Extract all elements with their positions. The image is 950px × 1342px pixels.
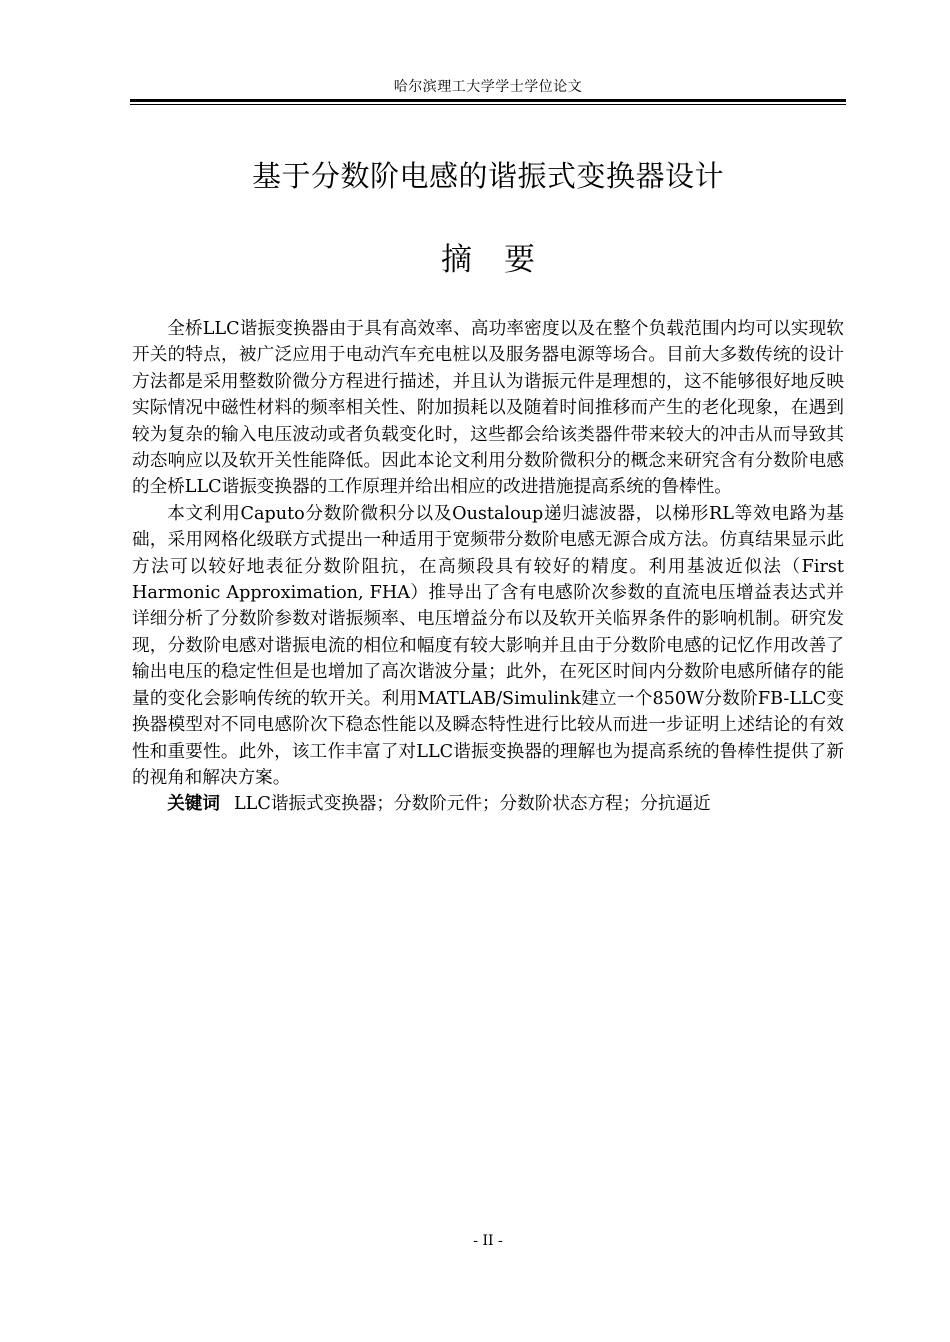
abstract-paragraph-1: 全桥LLC谐振变换器由于具有高效率、高功率密度以及在整个负载范围内均可以实现软开关的特点，被广泛应用于电动汽车充电桩以及服务器电源等场合。目前大多数传统的设计方法都是采用整数阶微分方程进行描述，并且认为谐振元件是理想的，这不能够很好地反映实际情况中磁性材料的频率相关性、附加损耗以及随着时间推移而产生的老化现象，在遇到较为复杂的输入电压波动或者负载变化时，这些都会给该类器件带来较大的冲击从而导致其动态响应以及软开关性能降低。因此本论文利用分数阶微积分的概念来研究含有分数阶电感的全桥LLC谐振变换器的工作原理并给出相应的改进措施提高系统的鲁棒性。	[132, 319, 844, 498]
running-header: 哈尔滨理工大学学士学位论文	[393, 79, 583, 95]
header-rule-thick	[130, 99, 846, 102]
page-number: - II -	[473, 1233, 503, 1249]
keywords-line	[132, 791, 844, 817]
abstract-body	[132, 316, 844, 818]
header-rule-thin	[130, 104, 846, 105]
keywords-text: LLC谐振式变换器；分数阶元件；分数阶状态方程；分抗逼近	[233, 794, 711, 815]
keywords-label: 关键词	[167, 794, 220, 815]
abstract-heading: 摘要	[441, 242, 567, 278]
thesis-title: 基于分数阶电感的谐振式变换器设计	[251, 159, 724, 193]
abstract-paragraph-2: 本文利用Caputo分数阶微积分以及Oustaloup递归滤波器，以梯形RL等效电路为基础，采用网格化级联方式提出一种适用于宽频带分数阶电感无源合成方法。仿真结果显示此方法可以较好地表征分数阶阻抗，在高频段具有较好的精度。利用基波近似法（First Harmonic Approximation, FHA）推导出了含有电感阶次参数的直流电压增益表达式并详细分析了分数阶参数对谐振频率、电压增益分布以及软开关临界条件的影响机制。研究发现，分数阶电感对谐振电流的相位和幅度有较大影响并且由于分数阶电感的记忆作用改善了输出电压的稳定性但是也增加了高次谐波分量；此外，在死区时间内分数阶电感所储存的能量的变化会影响传统的软开关。利用MATLAB/Simulink建立一个850W分数阶FB-LLC变换器模型对不同电感阶次下稳态性能以及瞬态特性进行比较从而进一步证明上述结论的有效性和重要性。此外，该工作丰富了对LLC谐振变换器的理解也为提高系统的鲁棒性提供了新的视角和解决方案。	[132, 503, 844, 788]
